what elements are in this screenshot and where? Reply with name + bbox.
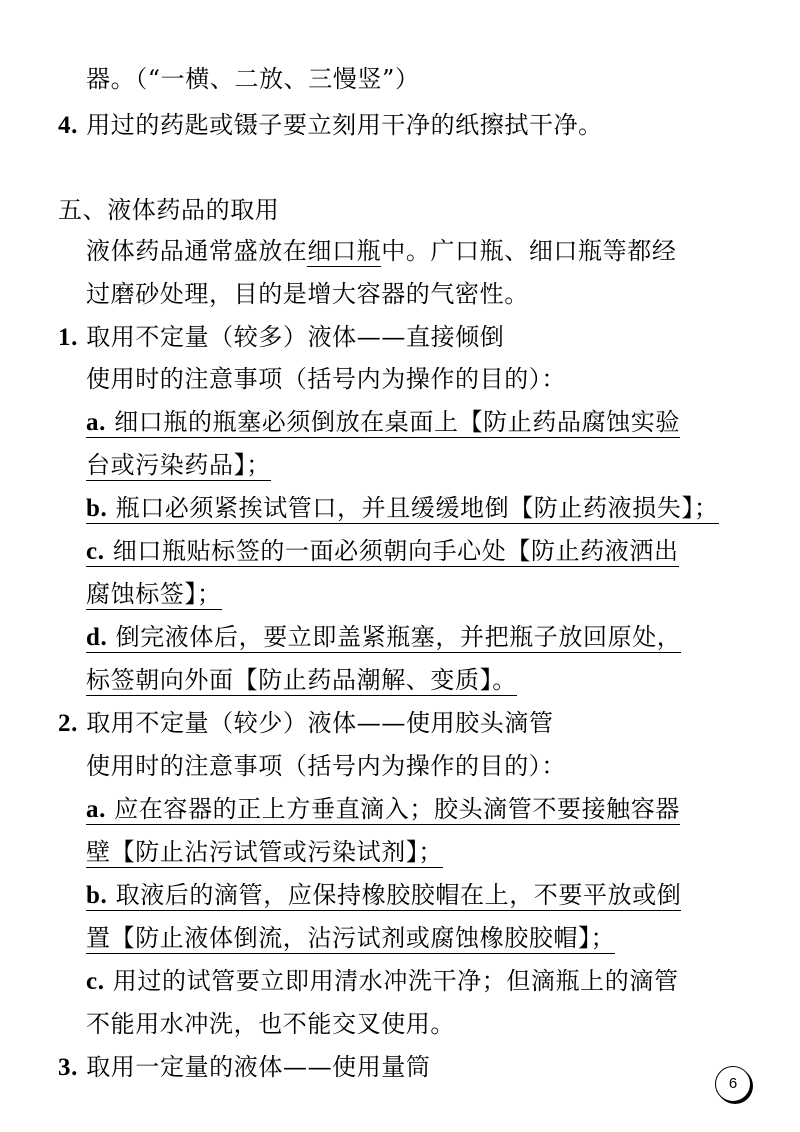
line-text: 器。（“一横、二放、三慢竖”） (86, 65, 420, 93)
underlined-line (86, 579, 222, 609)
line-text: 取用不定量（较多）液体——直接倾倒 (86, 323, 505, 351)
underlined-line (86, 622, 681, 653)
underlined-text: 标签朝向外面【防止药品潮解、变质】。 (86, 666, 517, 694)
underlined-line (86, 665, 517, 695)
underlined-text (86, 881, 681, 911)
item-number: 1. (58, 324, 78, 351)
line-text: 取用一定量的液体——使用量筒 (86, 1053, 431, 1081)
underlined-text (86, 537, 679, 567)
item-letter: d. (86, 624, 108, 651)
underlined-line (86, 880, 681, 911)
underlined-text (86, 494, 719, 524)
text-line (86, 279, 529, 309)
line-text: 中。广口瓶、细口瓶等都经 (381, 237, 677, 265)
underlined-line (86, 450, 271, 480)
underlined-line (86, 407, 680, 438)
item-number: 3. (58, 1054, 78, 1081)
line-text: 过磨砂处理，目的是增大容器的气密性。 (86, 280, 529, 308)
text-line (86, 1009, 455, 1039)
line-text: 用过的药匙或镊子要立刻用干净的纸擦拭干净。 (86, 111, 603, 139)
numbered-item (58, 1052, 431, 1083)
underlined-line (86, 837, 443, 867)
line-text: 取用不定量（较少）液体——使用胶头滴管 (86, 709, 554, 737)
line-text: 液体药品通常盛放在 (86, 237, 308, 265)
line-text: 使用时的注意事项（括号内为操作的目的）： (86, 752, 566, 780)
underlined-text: 台或污染药品】； (86, 451, 271, 479)
text-line (86, 364, 566, 394)
underlined-line (86, 493, 719, 524)
underlined-text: 壁【防止沾污试管或污染试剂】； (86, 838, 443, 866)
underlined-line (86, 536, 679, 567)
numbered-item (58, 708, 554, 739)
numbered-item (58, 110, 603, 141)
text-line (86, 966, 679, 997)
line-text: 应在容器的正上方垂直滴入；胶头滴管不要接触容器 (114, 795, 680, 823)
item-letter: c. (86, 968, 105, 995)
page-number: 6 (715, 1066, 751, 1102)
item-number: 2. (58, 710, 78, 737)
item-letter: a. (86, 796, 106, 823)
line-text: 倒完液体后，要立即盖紧瓶塞，并把瓶子放回原处， (115, 623, 682, 651)
line-text: 取液后的滴管，应保持橡胶胶帽在上，不要平放或倒 (115, 881, 682, 909)
text-line (86, 751, 566, 781)
text-line (86, 236, 676, 266)
item-letter: c. (86, 538, 105, 565)
numbered-item (58, 322, 504, 353)
section-heading (58, 195, 279, 225)
underlined-text (86, 795, 680, 825)
underlined-line (86, 794, 680, 825)
item-number: 4. (58, 112, 78, 139)
text-line (86, 64, 420, 94)
line-text: 细口瓶的瓶塞必须倒放在桌面上【防止药品腐蚀实验 (114, 408, 680, 436)
heading-text: 五、液体药品的取用 (58, 196, 280, 224)
item-letter: a. (86, 409, 106, 436)
line-text: 不能用水冲洗，也不能交叉使用。 (86, 1010, 455, 1038)
item-letter: b. (86, 882, 108, 909)
line-text: 细口瓶贴标签的一面必须朝向手心处【防止药液洒出 (112, 537, 679, 565)
item-letter: b. (86, 495, 108, 522)
underlined-term: 细口瓶 (307, 237, 382, 265)
underlined-line (86, 923, 615, 953)
line-text: 使用时的注意事项（括号内为操作的目的）： (86, 365, 566, 393)
line-text: 瓶口必须紧挨试管口，并且缓缓地倒【防止药液损失】； (115, 494, 719, 522)
underlined-text (86, 623, 681, 653)
underlined-text (86, 408, 680, 438)
underlined-text: 置【防止液体倒流，沾污试剂或腐蚀橡胶胶帽】； (86, 924, 616, 952)
line-text: 用过的试管要立即用清水冲洗干净；但滴瓶上的滴管 (112, 967, 679, 995)
underlined-text: 腐蚀标签】； (86, 580, 222, 608)
